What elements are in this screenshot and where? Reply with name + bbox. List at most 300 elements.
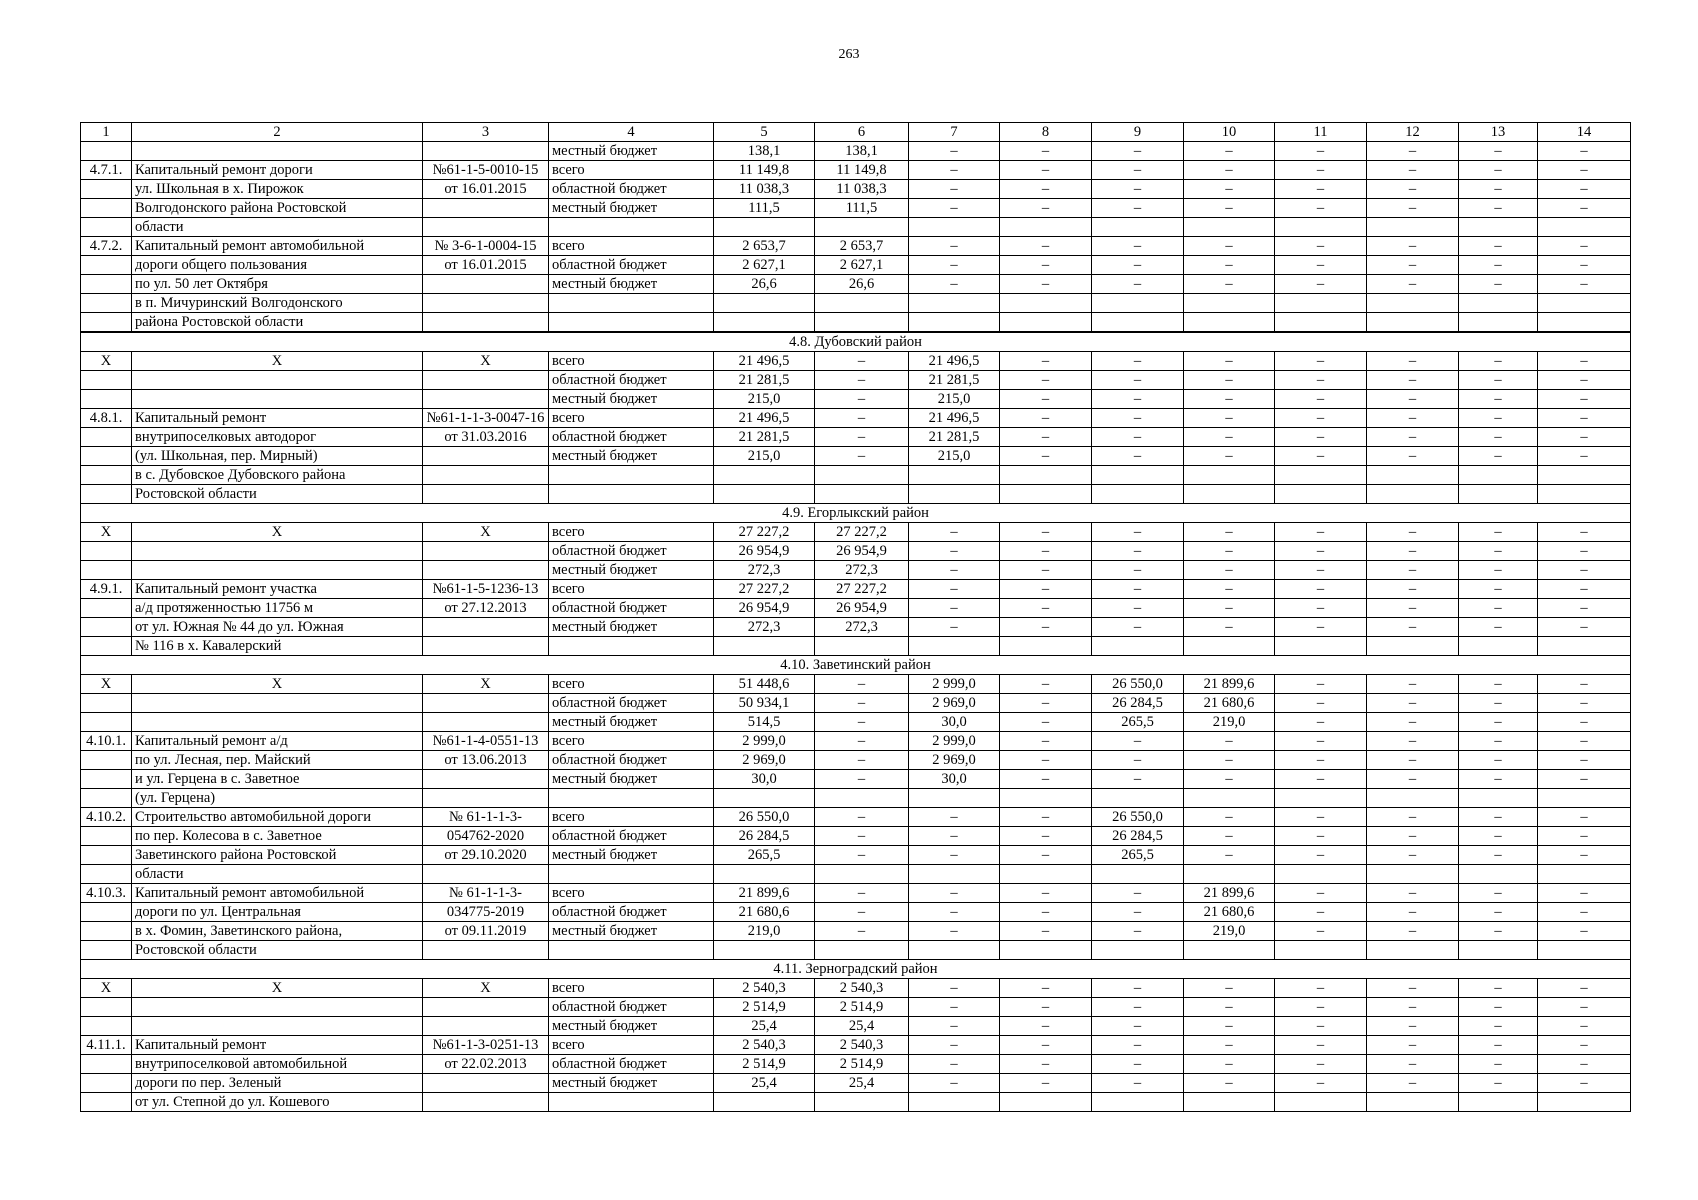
table-cell: – [1538, 1055, 1631, 1074]
table-cell [1367, 1093, 1459, 1112]
page-number: 263 [838, 47, 860, 62]
table-cell: по ул. Лесная, пер. Майский [132, 751, 423, 770]
table-cell: – [1092, 142, 1184, 161]
table-cell [815, 313, 909, 332]
table-row [81, 371, 1631, 390]
table-cell: – [1459, 447, 1538, 466]
table-row [81, 542, 1631, 561]
table-cell: – [1092, 580, 1184, 599]
table-cell: №61-1-5-0010-15 [423, 161, 549, 180]
table-cell: всего [549, 237, 714, 256]
table-cell: – [1459, 180, 1538, 199]
table-cell: 21 281,5 [714, 371, 815, 390]
table-cell: областной бюджет [549, 751, 714, 770]
table-cell: 11 149,8 [815, 161, 909, 180]
table-cell: – [1538, 827, 1631, 846]
table-cell: – [1367, 751, 1459, 770]
table-cell [132, 542, 423, 561]
table-cell [1092, 218, 1184, 237]
table-cell: – [1459, 618, 1538, 637]
table-cell: – [1000, 561, 1092, 580]
table-cell: – [1367, 998, 1459, 1017]
table-cell [132, 142, 423, 161]
table-cell: – [1275, 561, 1367, 580]
table-cell: – [1459, 199, 1538, 218]
table-cell: – [1275, 979, 1367, 998]
table-cell: – [1367, 846, 1459, 865]
table-cell: – [1275, 409, 1367, 428]
table-cell [714, 941, 815, 960]
table-cell: – [1275, 1055, 1367, 1074]
table-cell [1367, 313, 1459, 332]
table-cell [1184, 313, 1275, 332]
table-cell: местный бюджет [549, 922, 714, 941]
table-cell: местный бюджет [549, 770, 714, 789]
table-cell [1459, 789, 1538, 808]
table-cell: – [1367, 694, 1459, 713]
table-cell: областной бюджет [549, 371, 714, 390]
table-cell [815, 485, 909, 504]
table-cell: 272,3 [815, 561, 909, 580]
table-cell [1367, 466, 1459, 485]
table-cell: 4.10.1. [81, 732, 132, 751]
table-row [81, 447, 1631, 466]
table-cell: местный бюджет [549, 275, 714, 294]
table-cell [1459, 637, 1538, 656]
table-cell [1367, 218, 1459, 237]
table-cell [81, 941, 132, 960]
table-cell: – [1275, 237, 1367, 256]
table-cell: – [1184, 237, 1275, 256]
table-cell [81, 998, 132, 1017]
table-cell: Х [132, 352, 423, 371]
table-cell: 4.8.1. [81, 409, 132, 428]
table-cell: Х [423, 675, 549, 694]
table-cell [1459, 294, 1538, 313]
table-row [81, 466, 1631, 485]
table-cell: – [909, 523, 1000, 542]
table-cell: – [815, 751, 909, 770]
table-cell [549, 485, 714, 504]
table-cell: – [1459, 599, 1538, 618]
table-cell: – [1459, 808, 1538, 827]
table-cell: 26 284,5 [1092, 827, 1184, 846]
table-cell: – [1275, 998, 1367, 1017]
table-cell: 4.9.1. [81, 580, 132, 599]
table-cell [1275, 865, 1367, 884]
table-cell: – [1092, 1074, 1184, 1093]
table-cell [423, 142, 549, 161]
table-cell: – [1459, 1017, 1538, 1036]
table-cell [81, 542, 132, 561]
table-cell: 2 627,1 [714, 256, 815, 275]
table-cell [81, 846, 132, 865]
table-cell: – [1184, 371, 1275, 390]
table-cell: – [1538, 409, 1631, 428]
table-cell: Ростовской области [132, 941, 423, 960]
table-cell: – [1367, 428, 1459, 447]
table-cell: №61-1-3-0251-13 [423, 1036, 549, 1055]
table-cell: 2 540,3 [714, 1036, 815, 1055]
column-header: 6 [815, 123, 909, 142]
table-cell: – [1275, 770, 1367, 789]
table-cell: 2 969,0 [909, 694, 1000, 713]
table-cell [423, 694, 549, 713]
column-header: 14 [1538, 123, 1631, 142]
table-cell [1275, 294, 1367, 313]
table-cell: – [1275, 275, 1367, 294]
table-cell [815, 1093, 909, 1112]
table-cell: – [1275, 751, 1367, 770]
table-cell: – [1184, 808, 1275, 827]
table-cell: Волгодонского района Ростовской [132, 199, 423, 218]
table-cell: ул. Школьная в х. Пирожок [132, 180, 423, 199]
table-cell: 51 448,6 [714, 675, 815, 694]
table-cell: – [1000, 751, 1092, 770]
table-cell: – [1538, 199, 1631, 218]
table-cell: 2 999,0 [909, 675, 1000, 694]
table-cell: – [1538, 732, 1631, 751]
table-row [81, 922, 1631, 941]
column-header: 8 [1000, 123, 1092, 142]
table-cell: – [1092, 409, 1184, 428]
table-cell: – [1184, 846, 1275, 865]
table-cell: – [815, 732, 909, 751]
table-cell [1092, 865, 1184, 884]
table-cell: 21 680,6 [714, 903, 815, 922]
table-cell: – [1184, 580, 1275, 599]
table-cell: 272,3 [714, 618, 815, 637]
table-row [81, 218, 1631, 237]
table-cell: – [1000, 846, 1092, 865]
table-cell: – [1275, 542, 1367, 561]
table-cell: – [1000, 998, 1092, 1017]
table-cell [1092, 466, 1184, 485]
table-cell: – [909, 827, 1000, 846]
table-cell: от ул. Южная № 44 до ул. Южная [132, 618, 423, 637]
table-cell: Ростовской области [132, 485, 423, 504]
table-cell: областной бюджет [549, 1055, 714, 1074]
table-cell: – [1000, 1074, 1092, 1093]
table-cell: – [909, 1074, 1000, 1093]
table-cell: – [909, 599, 1000, 618]
table-cell: 27 227,2 [714, 523, 815, 542]
table-cell: – [1459, 542, 1538, 561]
table-cell [423, 998, 549, 1017]
table-cell [714, 789, 815, 808]
table-cell: – [1367, 447, 1459, 466]
table-cell: – [815, 371, 909, 390]
table-cell: – [1184, 998, 1275, 1017]
table-row [81, 1055, 1631, 1074]
table-cell: № 3-6-1-0004-15 [423, 237, 549, 256]
table-cell: 2 999,0 [909, 732, 1000, 751]
table-cell: областной бюджет [549, 428, 714, 447]
table-cell [1000, 1093, 1092, 1112]
section-header-row [81, 960, 1631, 979]
table-cell: – [1184, 542, 1275, 561]
table-cell: 26 954,9 [815, 542, 909, 561]
table-cell: всего [549, 675, 714, 694]
table-cell [423, 485, 549, 504]
table-cell: 21 281,5 [909, 428, 1000, 447]
table-cell: 25,4 [714, 1074, 815, 1093]
table-cell [714, 313, 815, 332]
table-cell: 30,0 [909, 713, 1000, 732]
table-row [81, 1074, 1631, 1093]
table-cell [815, 218, 909, 237]
table-row [81, 485, 1631, 504]
budget-table [80, 122, 1631, 1112]
table-cell: – [1459, 1074, 1538, 1093]
column-header: 7 [909, 123, 1000, 142]
table-cell [1000, 941, 1092, 960]
table-cell: 21 281,5 [909, 371, 1000, 390]
table-cell: – [1367, 523, 1459, 542]
table-cell [81, 694, 132, 713]
table-cell [909, 1093, 1000, 1112]
table-cell [132, 1017, 423, 1036]
table-cell: – [1000, 618, 1092, 637]
table-cell: – [1538, 142, 1631, 161]
table-cell: – [1367, 542, 1459, 561]
table-cell: – [1367, 561, 1459, 580]
table-cell: местный бюджет [549, 561, 714, 580]
table-cell: – [1000, 199, 1092, 218]
table-cell: – [1538, 770, 1631, 789]
table-cell: 4.10.3. [81, 884, 132, 903]
column-header: 3 [423, 123, 549, 142]
table-cell [81, 1074, 132, 1093]
table-cell: – [909, 161, 1000, 180]
table-cell: – [1000, 903, 1092, 922]
table-cell [81, 618, 132, 637]
table-cell [1367, 941, 1459, 960]
table-row [81, 275, 1631, 294]
table-cell: – [1459, 580, 1538, 599]
table-cell: 215,0 [714, 447, 815, 466]
table-cell: – [1184, 1036, 1275, 1055]
table-cell [81, 561, 132, 580]
table-cell [909, 865, 1000, 884]
table-cell: от 16.01.2015 [423, 256, 549, 275]
table-cell: № 61-1-1-3- [423, 808, 549, 827]
table-cell: – [1367, 903, 1459, 922]
table-cell: – [1092, 618, 1184, 637]
table-cell: – [1367, 618, 1459, 637]
table-cell: – [1275, 675, 1367, 694]
table-cell: – [1538, 275, 1631, 294]
table-cell [132, 561, 423, 580]
table-cell [423, 313, 549, 332]
table-cell [81, 466, 132, 485]
table-cell: 2 540,3 [815, 1036, 909, 1055]
table-cell: – [1538, 979, 1631, 998]
table-cell: – [1092, 180, 1184, 199]
table-cell: – [1092, 256, 1184, 275]
table-cell: 21 496,5 [909, 352, 1000, 371]
table-cell: 2 999,0 [714, 732, 815, 751]
table-row [81, 732, 1631, 751]
table-cell [81, 390, 132, 409]
table-cell: №61-1-4-0551-13 [423, 732, 549, 751]
table-cell: – [1459, 979, 1538, 998]
table-cell [81, 789, 132, 808]
table-cell: – [1459, 827, 1538, 846]
table-cell [1459, 313, 1538, 332]
table-cell: 25,4 [714, 1017, 815, 1036]
table-cell: дороги общего пользования [132, 256, 423, 275]
table-cell: от 16.01.2015 [423, 180, 549, 199]
table-cell: – [1367, 237, 1459, 256]
table-cell: Х [81, 675, 132, 694]
table-cell [1000, 865, 1092, 884]
table-cell [1459, 1093, 1538, 1112]
table-cell: – [1184, 732, 1275, 751]
table-cell: – [815, 808, 909, 827]
table-cell: (ул. Герцена) [132, 789, 423, 808]
table-cell: района Ростовской области [132, 313, 423, 332]
table-cell: – [909, 180, 1000, 199]
column-header: 2 [132, 123, 423, 142]
table-cell: № 116 в х. Кавалерский [132, 637, 423, 656]
table-row [81, 675, 1631, 694]
table-cell [81, 485, 132, 504]
table-cell: – [1538, 447, 1631, 466]
table-cell: – [1538, 694, 1631, 713]
table-cell: всего [549, 409, 714, 428]
table-cell: от 22.02.2013 [423, 1055, 549, 1074]
table-cell: – [1367, 1036, 1459, 1055]
table-cell: – [1459, 751, 1538, 770]
table-cell [81, 428, 132, 447]
table-cell: – [1459, 694, 1538, 713]
table-cell: – [1459, 428, 1538, 447]
table-cell: – [1092, 599, 1184, 618]
table-cell: – [1538, 161, 1631, 180]
table-cell: местный бюджет [549, 1074, 714, 1093]
table-cell [132, 998, 423, 1017]
table-cell: – [1459, 713, 1538, 732]
table-cell: – [1092, 903, 1184, 922]
table-cell: а/д протяженностью 11756 м [132, 599, 423, 618]
table-cell: – [1184, 409, 1275, 428]
table-cell [423, 371, 549, 390]
table-cell [81, 1017, 132, 1036]
table-cell: – [1184, 599, 1275, 618]
table-cell [1367, 789, 1459, 808]
table-cell: – [1000, 237, 1092, 256]
table-cell [81, 294, 132, 313]
table-cell [81, 637, 132, 656]
table-cell [1000, 485, 1092, 504]
table-cell: – [815, 846, 909, 865]
table-cell: 26 954,9 [815, 599, 909, 618]
table-cell: Х [81, 523, 132, 542]
table-cell: – [1367, 884, 1459, 903]
table-cell: 21 899,6 [714, 884, 815, 903]
table-cell: – [1000, 390, 1092, 409]
table-cell [423, 1093, 549, 1112]
table-row [81, 313, 1631, 332]
table-cell: – [1000, 694, 1092, 713]
table-cell: – [1367, 256, 1459, 275]
table-cell: от 29.10.2020 [423, 846, 549, 865]
table-cell: 27 227,2 [815, 523, 909, 542]
table-cell [1459, 466, 1538, 485]
table-row [81, 941, 1631, 960]
table-cell: 26 550,0 [1092, 675, 1184, 694]
table-cell: – [1459, 922, 1538, 941]
table-cell: – [1367, 142, 1459, 161]
table-cell [81, 275, 132, 294]
table-cell: 2 540,3 [815, 979, 909, 998]
table-cell: – [1184, 1017, 1275, 1036]
table-cell: 2 969,0 [909, 751, 1000, 770]
table-cell: областной бюджет [549, 694, 714, 713]
table-cell: Х [423, 523, 549, 542]
table-cell: – [1275, 1074, 1367, 1093]
column-header: 4 [549, 123, 714, 142]
table-cell: – [1538, 1036, 1631, 1055]
table-cell [1538, 941, 1631, 960]
table-cell [1538, 313, 1631, 332]
table-row [81, 770, 1631, 789]
table-cell: – [1367, 808, 1459, 827]
table-cell: – [1000, 428, 1092, 447]
table-cell [1184, 218, 1275, 237]
table-cell: всего [549, 161, 714, 180]
table-cell [81, 180, 132, 199]
table-cell [1092, 941, 1184, 960]
table-cell: 2 653,7 [714, 237, 815, 256]
table-cell: областной бюджет [549, 599, 714, 618]
table-cell [132, 371, 423, 390]
table-cell: всего [549, 580, 714, 599]
table-cell: Капитальный ремонт автомобильной [132, 237, 423, 256]
table-cell: 4.7.2. [81, 237, 132, 256]
table-cell [81, 371, 132, 390]
table-row [81, 618, 1631, 637]
table-cell: местный бюджет [549, 447, 714, 466]
table-cell: – [1538, 846, 1631, 865]
table-cell: – [1275, 199, 1367, 218]
table-cell: 215,0 [909, 447, 1000, 466]
table-cell: – [1184, 770, 1275, 789]
table-cell [1275, 466, 1367, 485]
table-cell: 50 934,1 [714, 694, 815, 713]
table-cell: – [1184, 352, 1275, 371]
table-cell [81, 1093, 132, 1112]
table-cell: – [1000, 142, 1092, 161]
table-cell [1367, 865, 1459, 884]
table-cell [1000, 637, 1092, 656]
table-cell: – [1538, 675, 1631, 694]
table-cell: областной бюджет [549, 827, 714, 846]
table-cell [81, 903, 132, 922]
table-cell: – [909, 998, 1000, 1017]
table-cell: 26 954,9 [714, 542, 815, 561]
table-cell: 219,0 [714, 922, 815, 941]
table-cell: – [1184, 199, 1275, 218]
table-cell: – [1538, 580, 1631, 599]
table-cell: – [1184, 561, 1275, 580]
table-cell: – [1275, 142, 1367, 161]
table-cell [1538, 466, 1631, 485]
table-cell: Капитальный ремонт дороги [132, 161, 423, 180]
table-row [81, 884, 1631, 903]
table-cell: в с. Дубовское Дубовского района [132, 466, 423, 485]
